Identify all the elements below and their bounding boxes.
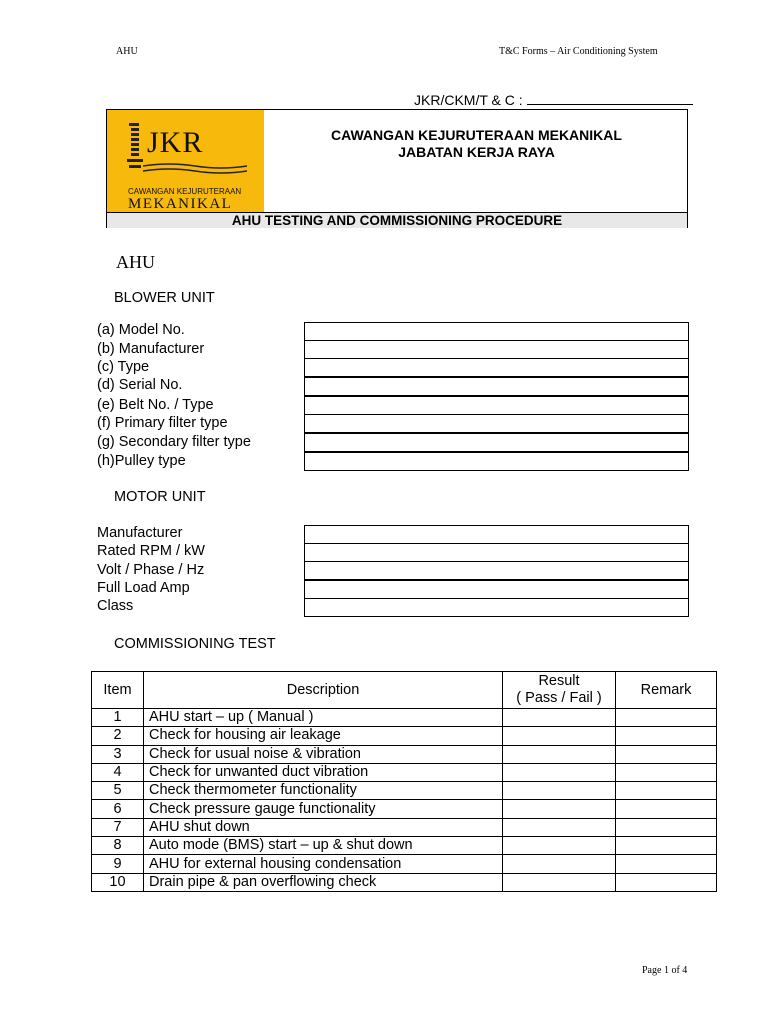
- table-row: [92, 873, 717, 891]
- blower-field-type[interactable]: [304, 358, 689, 377]
- row-item: 10: [92, 873, 144, 891]
- row-result-cell[interactable]: [503, 800, 616, 818]
- table-row: [92, 855, 717, 873]
- row-result-cell[interactable]: [503, 763, 616, 781]
- row-remark-cell[interactable]: [616, 818, 717, 836]
- blower-label-manufacturer: (b) Manufacturer: [97, 341, 205, 357]
- col-result-header: [503, 672, 616, 709]
- blower-label-belt: (e) Belt No. / Type: [97, 397, 214, 413]
- row-item: 7: [92, 818, 144, 836]
- motor-label-manufacturer: Manufacturer: [97, 525, 183, 541]
- blower-label-secondary-filter: (g) Secondary filter type: [97, 434, 251, 450]
- row-remark-cell[interactable]: [616, 727, 717, 745]
- row-remark-cell[interactable]: [616, 837, 717, 855]
- blower-field-primary-filter[interactable]: [304, 414, 689, 433]
- commissioning-heading: COMMISSIONING TEST: [114, 636, 276, 652]
- blower-field-manufacturer[interactable]: [304, 340, 689, 359]
- blower-field-secondary-filter[interactable]: [304, 433, 689, 452]
- blower-label-primary-filter: (f) Primary filter type: [97, 415, 228, 431]
- row-result-cell[interactable]: [503, 709, 616, 727]
- table-row: [92, 709, 717, 727]
- logo-jkr-text: JKR: [147, 126, 204, 159]
- table-row: [92, 763, 717, 781]
- row-remark-cell[interactable]: [616, 855, 717, 873]
- col-item-header: Item: [92, 672, 144, 709]
- row-result-cell[interactable]: [503, 818, 616, 836]
- page-number: Page 1 of 4: [642, 965, 688, 976]
- table-header-row: [92, 672, 717, 709]
- blower-field-pulley[interactable]: [304, 452, 689, 471]
- motor-field-class[interactable]: [304, 598, 689, 617]
- row-item: 4: [92, 763, 144, 781]
- procedure-title: AHU TESTING AND COMMISSIONING PROCEDURE: [107, 212, 687, 228]
- row-result-cell[interactable]: [503, 745, 616, 763]
- running-header-right: T&C Forms – Air Conditioning System: [499, 46, 658, 57]
- blower-label-type: (c) Type: [97, 359, 150, 375]
- col-description-header: Description: [144, 672, 503, 709]
- row-description: AHU start – up ( Manual ): [144, 709, 503, 727]
- row-item: 6: [92, 800, 144, 818]
- section-title: AHU: [116, 252, 155, 272]
- org-name-line2: JABATAN KERJA RAYA: [398, 144, 555, 160]
- row-description: Check pressure gauge functionality: [144, 800, 503, 818]
- table-row: [92, 745, 717, 763]
- row-remark-cell[interactable]: [616, 745, 717, 763]
- row-description: AHU shut down: [144, 818, 503, 836]
- row-remark-cell[interactable]: [616, 709, 717, 727]
- table-row: [92, 782, 717, 800]
- row-description: Check thermometer functionality: [144, 782, 503, 800]
- motor-field-manufacturer[interactable]: [304, 525, 689, 544]
- row-item: 9: [92, 855, 144, 873]
- blower-field-serial[interactable]: [304, 377, 689, 396]
- row-description: Check for usual noise & vibration: [144, 745, 503, 763]
- table-row: [92, 837, 717, 855]
- result-header-label: Result: [538, 673, 580, 689]
- reference-line: [414, 92, 693, 108]
- col-remark-header: Remark: [616, 672, 717, 709]
- row-item: 2: [92, 727, 144, 745]
- reference-blank[interactable]: [527, 92, 693, 105]
- motor-label-fla: Full Load Amp: [97, 580, 190, 596]
- blower-label-model: (a) Model No.: [97, 322, 185, 338]
- row-item: 5: [92, 782, 144, 800]
- logo-mekanikal-text: MEKANIKAL: [128, 196, 233, 212]
- blower-field-model[interactable]: [304, 322, 689, 341]
- row-description: Auto mode (BMS) start – up & shut down: [144, 837, 503, 855]
- jkr-tower-icon: [127, 123, 143, 171]
- result-header-sub: ( Pass / Fail ): [516, 690, 602, 706]
- reference-label: JKR/CKM/T & C :: [414, 92, 523, 108]
- table-row: [92, 800, 717, 818]
- logo-wave-icon: [143, 162, 247, 176]
- title-box: [106, 109, 688, 228]
- row-remark-cell[interactable]: [616, 800, 717, 818]
- row-description: Drain pipe & pan overflowing check: [144, 873, 503, 891]
- row-result-cell[interactable]: [503, 855, 616, 873]
- org-name-line1: CAWANGAN KEJURUTERAAN MEKANIKAL: [331, 127, 622, 143]
- logo-cawangan-text: CAWANGAN KEJURUTERAAN: [128, 187, 242, 196]
- row-item: 8: [92, 837, 144, 855]
- motor-label-class: Class: [97, 598, 134, 614]
- row-description: Check for housing air leakage: [144, 727, 503, 745]
- blower-label-pulley: (h)Pulley type: [97, 453, 186, 469]
- jkr-logo: [107, 110, 264, 212]
- motor-field-volt[interactable]: [304, 561, 689, 580]
- motor-label-rpm: Rated RPM / kW: [97, 543, 205, 559]
- row-result-cell[interactable]: [503, 727, 616, 745]
- table-row: [92, 727, 717, 745]
- row-remark-cell[interactable]: [616, 782, 717, 800]
- row-result-cell[interactable]: [503, 837, 616, 855]
- blower-unit-heading: BLOWER UNIT: [114, 290, 215, 306]
- motor-field-rpm[interactable]: [304, 543, 689, 562]
- motor-label-volt: Volt / Phase / Hz: [97, 562, 205, 578]
- motor-unit-heading: MOTOR UNIT: [114, 489, 206, 505]
- running-header-left: AHU: [116, 46, 138, 57]
- motor-field-fla[interactable]: [304, 580, 689, 599]
- blower-label-serial: (d) Serial No.: [97, 377, 183, 393]
- row-result-cell[interactable]: [503, 782, 616, 800]
- row-remark-cell[interactable]: [616, 873, 717, 891]
- table-row: [92, 818, 717, 836]
- row-item: 1: [92, 709, 144, 727]
- commissioning-table: [91, 671, 717, 892]
- row-item: 3: [92, 745, 144, 763]
- row-description: AHU for external housing condensation: [144, 855, 503, 873]
- row-description: Check for unwanted duct vibration: [144, 763, 503, 781]
- row-result-cell[interactable]: [503, 873, 616, 891]
- row-remark-cell[interactable]: [616, 763, 717, 781]
- blower-field-belt[interactable]: [304, 396, 689, 415]
